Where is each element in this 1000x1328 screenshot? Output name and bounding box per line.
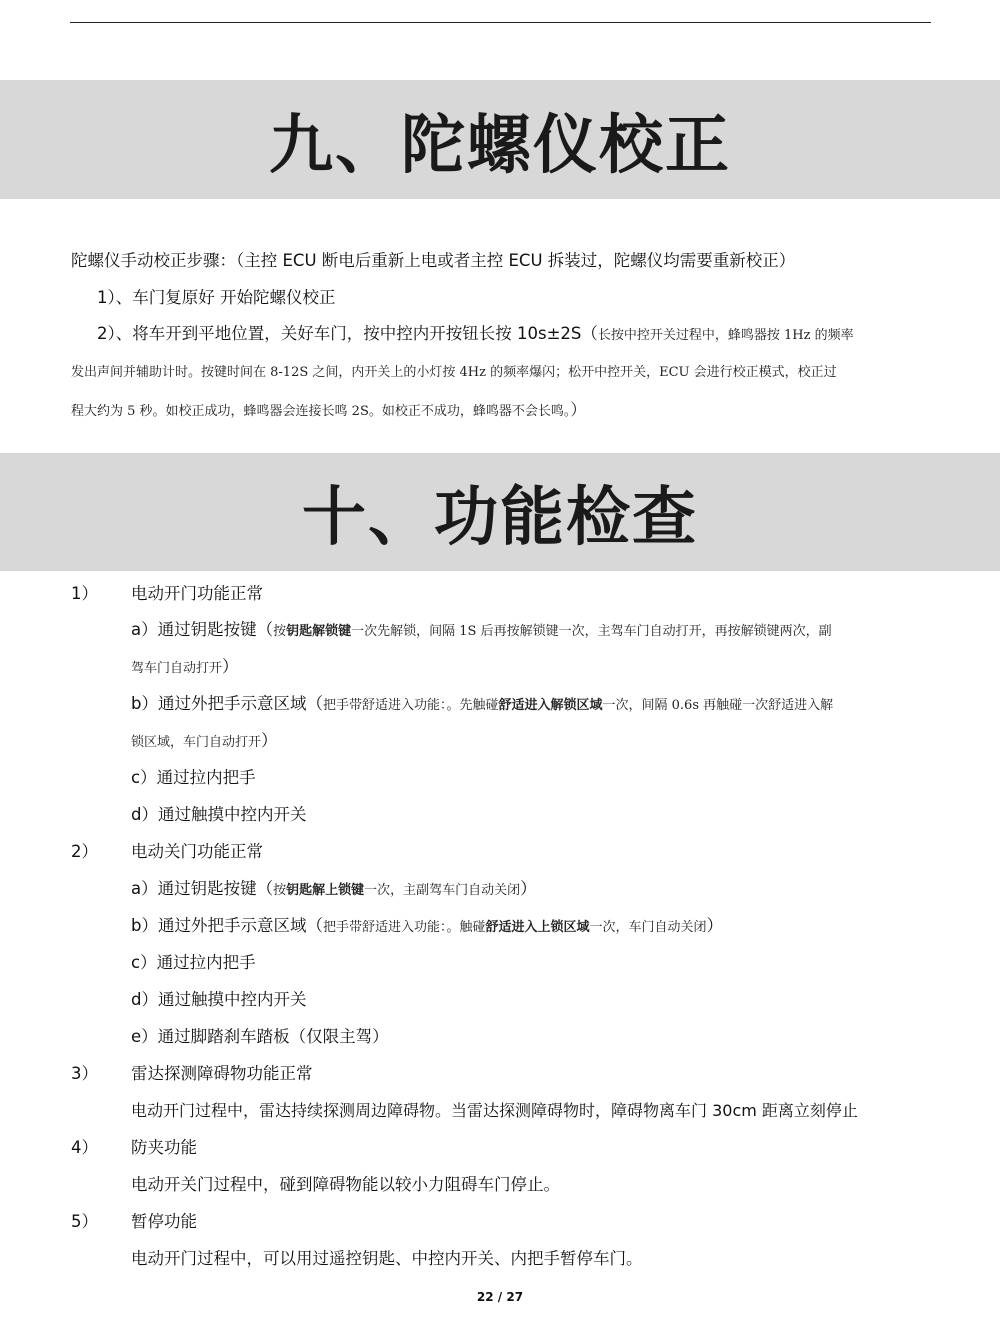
item2-d: d）通过触摸中控内开关 [131, 990, 307, 1009]
item2-c: c）通过拉内把手 [131, 953, 256, 972]
item4-desc: 电动开关门过程中，碰到障碍物能以较小力阻碍车门停止。 [131, 1175, 560, 1194]
item4-title: 防夹功能 [131, 1138, 197, 1157]
item2-title: 电动关门功能正常 [131, 842, 263, 861]
item2-b-close: ） [706, 916, 724, 935]
item4-num: 4） [71, 1138, 98, 1157]
item2-b-note: 把手带舒适进入功能：。触碰舒适进入上锁区域一次，车门自动关闭 [322, 920, 707, 935]
item2-a [131, 878, 537, 902]
section9-title: 九、陀螺仪校正 [269, 108, 731, 183]
item1-title: 电动开门功能正常 [131, 584, 263, 603]
item2-a-main: a）通过钥匙按键（ [131, 879, 274, 898]
item1-b-note-line2: 锁区域，车门自动打开 [131, 735, 262, 750]
step2-close: ） [570, 400, 587, 419]
section9-banner [0, 80, 1000, 199]
item1-a [131, 619, 832, 643]
section10-title: 十、功能检查 [302, 481, 698, 555]
item3-num: 3） [71, 1064, 98, 1083]
section9-step1: 1）、车门复原好 开始陀螺仪校正 [97, 288, 336, 307]
item2-a-note: 按钥匙解上锁键一次，主副驾车门自动关闭 [273, 883, 521, 898]
section9-intro: 陀螺仪手动校正步骤：（主控 ECU 断电后重新上电或者主控 ECU 拆装过，陀螺仪均需要重新校正） [71, 251, 796, 270]
item1-a-line2 [131, 656, 239, 680]
item2-num: 2） [71, 842, 98, 861]
item1-a-close: ） [222, 657, 239, 676]
item2-b [131, 915, 723, 939]
item5-title: 暂停功能 [131, 1212, 197, 1231]
item1-b-main: b）通过外把手示意区域（ [131, 694, 323, 713]
page-number: 22 / 27 [476, 1290, 524, 1304]
item5-desc: 电动开门过程中，可以用过遥控钥匙、中控内开关、内把手暂停车门。 [131, 1249, 643, 1268]
item1-a-note: 按钥匙解锁键一次先解锁，间隔 1S 后再按解锁键一次，主驾车门自动打开，再按解锁键两次，副 [273, 624, 832, 639]
item5-num: 5） [71, 1212, 98, 1231]
item2-a-close: ） [520, 879, 537, 898]
top-rule [70, 22, 931, 23]
item3-title: 雷达探测障碍物功能正常 [131, 1064, 313, 1083]
item2-e: e）通过脚踏刹车踏板（仅限主驾） [131, 1027, 389, 1046]
item1-d: d）通过触摸中控内开关 [131, 805, 307, 824]
item1-a-main: a）通过钥匙按键（ [131, 620, 274, 639]
step2-note-line3: 程大约为 5 秒。如校正成功，蜂鸣器会连接长鸣 2S。如校正不成功，蜂鸣器不会长鸣。 [71, 404, 571, 419]
section10-banner [0, 453, 1000, 571]
section9-step2 [97, 323, 854, 347]
step2-note-line1: 长按中控开关过程中，蜂鸣器按 1Hz 的频率 [597, 328, 854, 343]
item1-b-close: ） [261, 731, 278, 750]
item2-b-main: b）通过外把手示意区域（ [131, 916, 323, 935]
step2-main: 2）、将车开到平地位置，关好车门，按中控内开按钮长按 10s±2S（ [97, 324, 598, 343]
item1-num: 1） [71, 584, 98, 603]
item1-c: c）通过拉内把手 [131, 768, 256, 787]
step2-note-line2: 发出声间并辅助计时。按键时间在 8-12S 之间，内开关上的小灯按 4Hz 的频率爆闪；松开中控开关，ECU 会进行校正模式，校正过 [71, 365, 837, 380]
item3-desc: 电动开门过程中，雷达持续探测周边障碍物。当雷达探测障碍物时，障碍物离车门 30cm 距离立刻停止 [131, 1101, 858, 1120]
item1-b [131, 693, 833, 717]
item1-b-line2 [131, 730, 278, 754]
item1-a-note-line2: 驾车门自动打开 [131, 661, 223, 676]
step2-note-line3-wrap [71, 391, 586, 430]
item1-b-note: 把手带舒适进入功能：。先触碰舒适进入解锁区域一次，间隔 0.6s 再触碰一次舒适进入解 [322, 698, 834, 713]
